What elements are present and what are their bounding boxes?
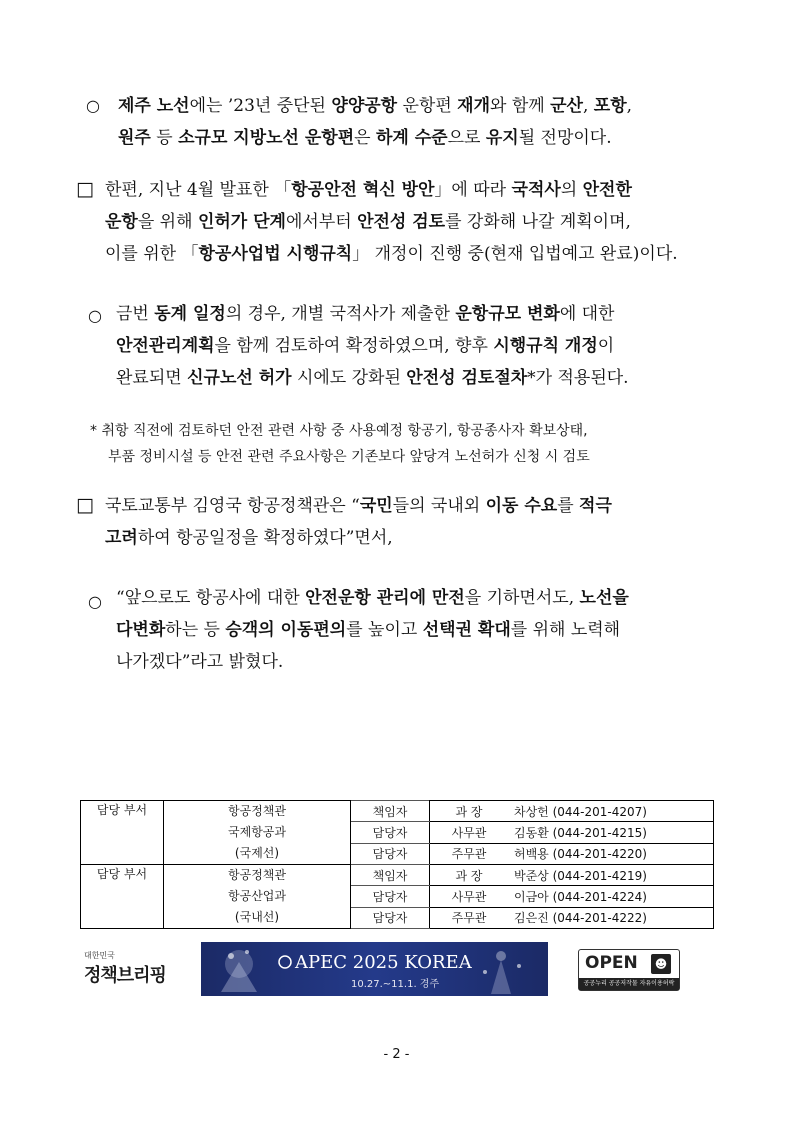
contact-title: 사무관 [430,886,509,907]
line [105,206,678,238]
footnote-line-2: 부품 정비시설 등 안전 관련 주요사항은 기존보다 앞당겨 노선허가 신청 시 검토 [108,449,590,465]
emphasis-text: 군산 [550,96,583,116]
dept-name-line: 항공정책관 [228,868,286,882]
line [116,582,629,614]
contact-title: 사무관 [430,822,509,843]
text-segment: 등 [150,128,179,148]
text-segment: 운항편 [397,96,458,116]
circle-bullet: ○ [86,96,100,115]
text-segment: , [626,96,633,116]
emphasis-text: 국민 [359,496,393,516]
text-segment: 에서부터 [285,212,358,232]
text-segment: 를 높이고 [346,620,423,640]
dept-label: 담당 부서 [81,865,164,929]
line [116,298,629,330]
emphasis-text: 안전성 검토절차 [406,368,528,388]
line [116,362,629,394]
emphasis-text: 동계 일정 [154,304,226,324]
emphasis-text: 이동 수요 [485,496,558,516]
emphasis-text: 항공사업법 시행규칙 [198,244,353,264]
line [118,90,632,122]
emphasis-text: 포항 [593,96,627,116]
text-segment: 이를 위한 「 [105,244,199,264]
briefing-wordmark: 정책브리핑 [84,965,166,986]
text-segment: 으로 [447,128,486,148]
emphasis-text: 다변화 [116,620,166,640]
paragraph-quote-intro [105,490,612,554]
text-segment: 을 위해 [137,212,198,232]
dept-name-line: 항공산업과 [228,889,286,903]
paragraph-winter-schedule [116,298,629,394]
table-row [81,801,714,822]
text-segment: 완료되면 [116,368,188,388]
apec-dates: 10.27.~11.1. 경주 [351,979,440,990]
contact-title: 과 장 [430,801,509,822]
emphasis-text: 하계 수준 [375,128,448,148]
contact-person: 허백용 (044-201-4220) [508,843,714,864]
text-segment: 하여 항공일정을 확정하였다”면서, [137,528,393,548]
emphasis-text: 고려 [105,528,138,548]
emphasis-text: 유지 [485,128,519,148]
line [105,490,612,522]
emphasis-text: 선택권 확대 [422,620,511,640]
text-segment: , [582,96,594,116]
text-segment: 나가겠다”라고 밝혔다. [116,652,284,672]
square-bullet: □ [76,178,94,200]
emphasis-text: 인허가 단계 [197,212,286,232]
text-segment: 하는 등 [165,620,226,640]
paragraph-jeju-routes [118,90,632,154]
dept-name [164,865,351,929]
korea-label: 대한민국 [84,951,115,960]
person-icon: ☻ [651,954,671,974]
text-segment: 를 강화해 나갈 계획이며, [445,212,631,232]
emphasis-text: 신규노선 허가 [187,368,292,388]
emphasis-text: 소규모 지방노선 운항편 [178,128,355,148]
footer-logos [0,942,793,998]
text-segment: 을 함께 검토하여 확정하였으며, 향후 [214,336,494,356]
line [118,122,632,154]
contact-title: 과 장 [430,865,509,886]
text-segment: 」 개정이 진행 중(현재 입법예고 완료)이다. [352,244,678,264]
text-segment: 의 [560,180,583,200]
circle-bullet: ○ [88,306,102,325]
contact-person: 차상헌 (044-201-4207) [508,801,714,822]
text-segment: 을 기하면서도, [464,588,580,608]
contact-role: 담당자 [351,822,430,843]
emphasis-text: 안전한 [582,180,632,200]
text-segment: 를 [557,496,580,516]
line [116,646,629,678]
open-label: OPEN [585,953,638,973]
text-segment: 될 전망이다. [518,128,612,148]
contact-table [80,800,714,929]
emphasis-text: 원주 [118,128,151,148]
emphasis-text: 항공안전 혁신 방안 [291,180,435,200]
circle-bullet: ○ [88,592,102,611]
dept-name-line: 국제항공과 [228,825,286,839]
paragraph-quote [116,582,629,678]
emphasis-text: 안전성 검토 [357,212,446,232]
contact-person: 이금아 (044-201-4224) [508,886,714,907]
contact-role: 책임자 [351,865,430,886]
footnote [90,418,590,470]
dept-name-line: 항공정책관 [228,804,286,818]
text-segment: 시에도 강화된 [291,368,407,388]
text-segment: 이 [597,336,615,356]
policy-briefing-logo[interactable] [84,950,166,987]
text-segment: *가 적용된다. [527,368,629,388]
emphasis-text: 제주 노선 [118,96,190,116]
text-segment: 한편, 지난 4월 발표한 「 [105,180,292,200]
dept-name [164,801,351,865]
text-segment: “앞으로도 항공사에 대한 [116,588,306,608]
text-segment: 」에 따라 [434,180,512,200]
emphasis-text: 국적사 [511,180,561,200]
contact-role: 담당자 [351,843,430,864]
emphasis-text: 노선을 [579,588,629,608]
dept-name-line: (국제선) [234,846,280,860]
emphasis-text: 운항 [105,212,138,232]
open-subtitle: 공공누리 공공저작물 자유이용허락 [579,978,679,990]
emphasis-text: 재개 [457,96,491,116]
text-segment: 의 경우, 개별 국적사가 제출한 [225,304,456,324]
paragraph-safety-plan [105,174,678,270]
line [105,174,678,206]
apec-title: APEC 2025 KOREA [295,952,472,973]
emphasis-text: 양양공항 [331,96,398,116]
square-bullet: □ [76,494,94,516]
emphasis-text: 적극 [579,496,612,516]
contact-title: 주무관 [430,907,509,928]
line [116,330,629,362]
footnote-line-1: * 취항 직전에 검토하던 안전 관련 사항 중 사용예정 항공기, 항공종사자 확보상태, [90,423,588,439]
emphasis-text: 승객의 이동편의 [225,620,347,640]
contact-person: 박준상 (044-201-4219) [508,865,714,886]
text-segment: 금번 [116,304,155,324]
contact-title: 주무관 [430,843,509,864]
emphasis-text: 안전관리계획 [116,336,215,356]
line [105,238,678,270]
text-segment: 를 위해 노력해 [510,620,621,640]
line [105,522,612,554]
emphasis-text: 시행규칙 개정 [493,336,598,356]
emphasis-text: 안전운항 관리에 만전 [305,588,465,608]
contact-person: 김동환 (044-201-4215) [508,822,714,843]
text-segment: 들의 국내외 [392,496,486,516]
apec-banner[interactable] [201,942,548,996]
text-segment: 와 함께 [490,96,551,116]
dept-label: 담당 부서 [81,801,164,865]
contact-role: 담당자 [351,886,430,907]
table-row [81,865,714,886]
text-segment: 에는 ’23년 중단된 [189,96,332,116]
text-segment: 에 대한 [559,304,615,324]
emphasis-text: 운항규모 변화 [455,304,560,324]
contact-role: 담당자 [351,907,430,928]
contact-person: 김은진 (044-201-4222) [508,907,714,928]
dept-name-line: (국내선) [234,910,280,924]
page-number: - 2 - [383,1047,410,1062]
kogl-open-badge[interactable] [578,949,680,991]
text-segment: 은 [354,128,376,148]
text-segment: 국토교통부 김영국 항공정책관은 “ [105,496,360,516]
contact-role: 책임자 [351,801,430,822]
line [116,614,629,646]
